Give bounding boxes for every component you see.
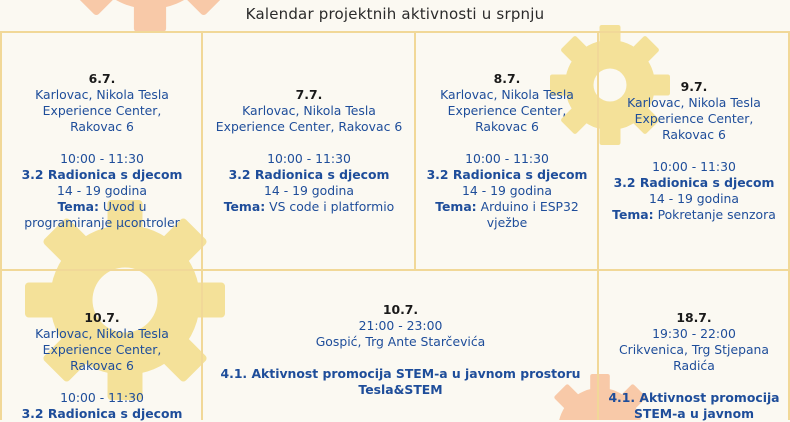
- event-time: 10:00 - 11:30: [652, 159, 736, 174]
- event-place: Rakovac 6: [475, 119, 539, 134]
- calendar-cell-10-7-gospic: [203, 302, 598, 398]
- event-activity: 4.1. Aktivnost promocija: [608, 390, 780, 405]
- event-topic: Arduino i ESP32: [480, 199, 579, 214]
- calendar-cell-9-7: [599, 79, 789, 223]
- calendar-cell-8-7: [416, 71, 598, 231]
- calendar-cell-18-7: [599, 310, 789, 422]
- event-place: Experience Center,: [447, 103, 567, 118]
- event-place: Gospić, Trg Ante Starčevića: [315, 334, 486, 349]
- calendar-cell-6-7: [2, 71, 202, 231]
- topic-label: Tema:: [57, 199, 99, 214]
- event-place: Karlovac, Nikola Tesla: [35, 87, 169, 102]
- event-time: 10:00 - 11:30: [60, 390, 144, 405]
- event-age: 14 - 19 godina: [648, 191, 740, 206]
- event-age: 14 - 19 godina: [263, 183, 355, 198]
- event-place: Rakovac 6: [70, 358, 134, 373]
- event-topic: VS code i platformio: [269, 199, 395, 214]
- calendar-cell-7-7: [203, 87, 415, 215]
- event-date: 9.7.: [680, 79, 708, 94]
- event-place: Karlovac, Nikola Tesla: [242, 103, 376, 118]
- event-time: 10:00 - 11:30: [465, 151, 549, 166]
- event-date: 10.7.: [382, 302, 419, 317]
- event-activity: 3.2 Radionica s djecom: [426, 167, 588, 182]
- event-place: Crikvenica, Trg Stjepana: [618, 342, 770, 357]
- event-place: Karlovac, Nikola Tesla: [627, 95, 761, 110]
- event-age: 14 - 19 godina: [56, 183, 148, 198]
- event-place: Karlovac, Nikola Tesla: [440, 87, 574, 102]
- event-topic: programiranje µcontroler: [24, 215, 180, 230]
- topic-label: Tema:: [435, 199, 477, 214]
- event-time: 10:00 - 11:30: [60, 151, 144, 166]
- event-date: 18.7.: [676, 310, 712, 325]
- event-topic: Uvod u: [102, 199, 147, 214]
- event-place: Radića: [673, 358, 715, 373]
- event-age: 14 - 19 godina: [461, 183, 553, 198]
- event-place: Rakovac 6: [70, 119, 134, 134]
- page-title: Kalendar projektnih aktivnosti u srpnju: [245, 5, 545, 23]
- event-activity: 4.1. Aktivnost promocija STEM-a u javnom prostoru: [220, 366, 581, 381]
- event-time: 21:00 - 23:00: [358, 318, 443, 333]
- event-date: 8.7.: [493, 71, 521, 86]
- event-activity: 3.2 Radionica s djecom: [613, 175, 775, 190]
- event-activity: 3.2 Radionica s djecom: [228, 167, 390, 182]
- event-activity: Tesla&STEM: [358, 382, 443, 397]
- event-time: 10:00 - 11:30: [267, 151, 351, 166]
- event-activity: 3.2 Radionica s djecom: [21, 406, 183, 421]
- event-place: Experience Center, Rakovac 6: [215, 119, 403, 134]
- event-place: Experience Center,: [42, 342, 162, 357]
- event-date: 6.7.: [88, 71, 116, 86]
- event-place: Experience Center,: [634, 111, 754, 126]
- event-activity: 3.2 Radionica s djecom: [21, 167, 183, 182]
- event-topic: vježbe: [486, 215, 528, 230]
- event-date: 10.7.: [84, 310, 120, 325]
- event-topic: Pokretanje senzora: [657, 207, 776, 222]
- event-place: Karlovac, Nikola Tesla: [35, 326, 169, 341]
- event-place: Experience Center,: [42, 103, 162, 118]
- topic-label: Tema:: [223, 199, 266, 214]
- event-time: 19:30 - 22:00: [652, 326, 736, 341]
- topic-label: Tema:: [612, 207, 654, 222]
- event-activity: STEM-a u javnom: [633, 406, 755, 421]
- event-place: Rakovac 6: [662, 127, 726, 142]
- event-date: 7.7.: [295, 87, 323, 102]
- calendar-cell-10-7-karlovac: [2, 310, 202, 422]
